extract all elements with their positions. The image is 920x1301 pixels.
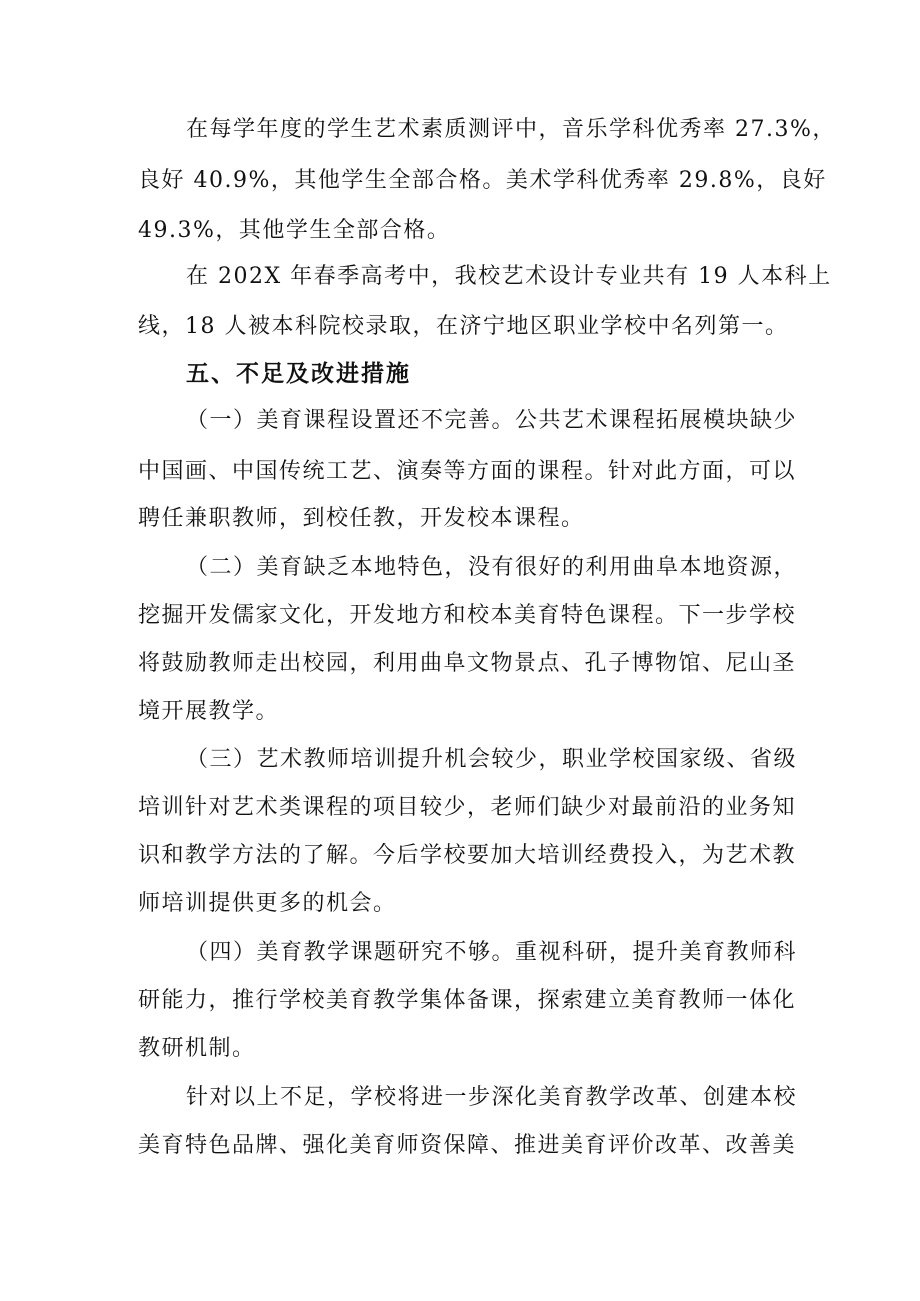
text-line: 中国画、中国传统工艺、演奏等方面的课程。针对此方面，可以 bbox=[138, 459, 797, 484]
text-line: （二）美育缺乏本地特色，没有很好的利用曲阜本地资源， bbox=[186, 555, 798, 580]
text-line: 聘任兼职教师，到校任教，开发校本课程。 bbox=[138, 506, 585, 531]
text-line: 师培训提供更多的机会。 bbox=[138, 891, 397, 916]
text-line: 境开展教学。 bbox=[138, 699, 280, 724]
text-line: （四）美育教学课题研究不够。重视科研，提升美育教师科 bbox=[186, 940, 798, 965]
text-line: （一）美育课程设置还不完善。公共艺术课程拓展模块缺少 bbox=[186, 408, 798, 433]
text-line: 识和教学方法的了解。今后学校要加大培训经费投入，为艺术教 bbox=[138, 843, 797, 868]
text-line: 良好 40.9%，其他学生全部合格。美术学科优秀率 29.8%，良好 bbox=[138, 168, 827, 193]
text-line: 49.3%，其他学生全部合格。 bbox=[138, 218, 451, 243]
text-line: 将鼓励教师走出校园，利用曲阜文物景点、孔子博物馆、尼山圣 bbox=[138, 651, 797, 676]
text-line: （三）艺术教师培训提升机会较少，职业学校国家级、省级 bbox=[186, 747, 798, 772]
text-line: 教研机制。 bbox=[138, 1036, 256, 1061]
text-line: 美育特色品牌、强化美育师资保障、推进美育评价改革、改善美 bbox=[138, 1133, 797, 1158]
text-line: 在 202X 年春季高考中，我校艺术设计专业共有 19 人本科上 bbox=[186, 264, 832, 289]
text-line: 在每学年度的学生艺术素质测评中，音乐学科优秀率 27.3%， bbox=[186, 117, 836, 142]
text-line: 挖掘开发儒家文化，开发地方和校本美育特色课程。下一步学校 bbox=[138, 603, 797, 628]
text-line: 线，18 人被本科院校录取，在济宁地区职业学校中名列第一。 bbox=[138, 314, 789, 339]
text-line: 针对以上不足，学校将进一步深化美育教学改革、创建本校 bbox=[186, 1085, 798, 1110]
text-line: 培训针对艺术类课程的项目较少，老师们缺少对最前沿的业务知 bbox=[138, 795, 797, 820]
section-heading: 五、不足及改进措施 bbox=[186, 361, 411, 387]
text-line: 研能力，推行学校美育教学集体备课，探索建立美育教师一体化 bbox=[138, 988, 797, 1013]
